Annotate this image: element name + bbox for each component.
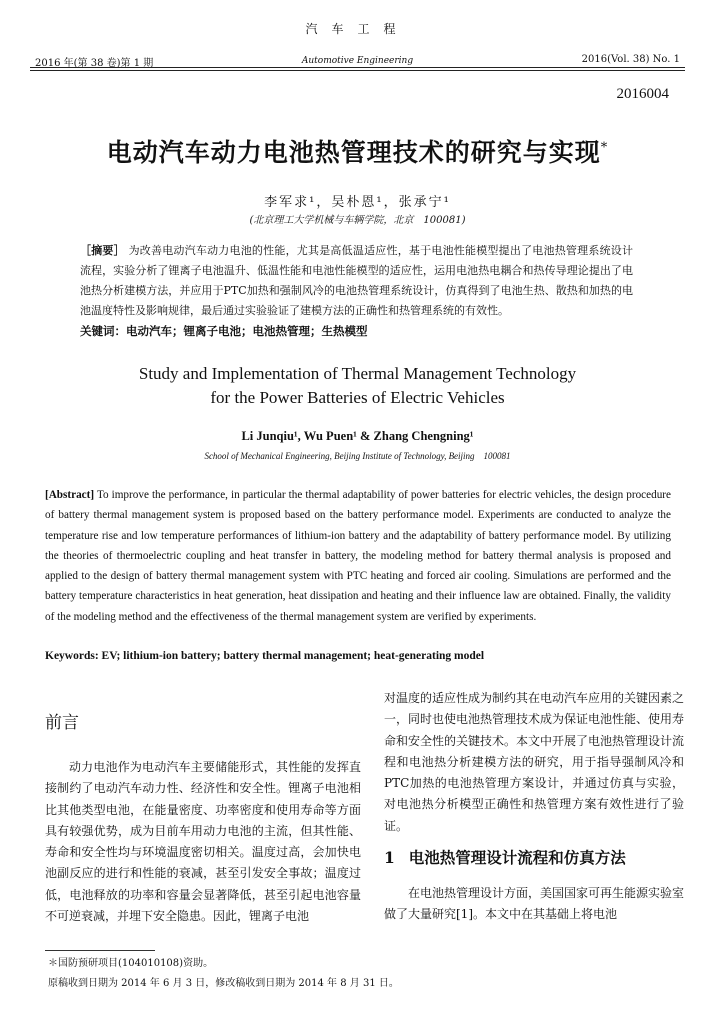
paper-id: 2016004 — [616, 86, 669, 102]
footnote-fund: ＊国防预研项目(104010108)资助。 — [48, 958, 214, 969]
keywords-en: Keywords: EV; lithium-ion battery; battery thermal management; heat-generating model — [45, 650, 485, 662]
footnotes — [48, 954, 675, 994]
authors-cn: 李军求¹，吴朴恩¹，张承宁¹ — [264, 195, 451, 210]
section-1-number: 1 — [384, 848, 395, 868]
abstract-en — [45, 485, 671, 627]
title-text: 电动汽车动力电池热管理技术的研究与实现 — [106, 138, 601, 167]
authors-en: Li Junqiu¹, Wu Puen¹ & Zhang Chengning¹ — [241, 429, 474, 443]
body-column-left — [45, 688, 361, 927]
title-footnote-mark: * — [600, 140, 609, 156]
section-1-paragraph: 在电池热管理设计方面，美国国家可再生能源实验室做了大量研究[1]。本文中在其基础上将电池 — [384, 886, 685, 922]
paper-title-cn — [0, 133, 715, 169]
header-rule — [30, 67, 685, 68]
section-intro-title: 前言 — [45, 713, 79, 733]
header-rule-thin — [30, 70, 685, 71]
issue-info-right: 2016(Vol. 38) No. 1 — [581, 54, 680, 65]
abstract-cn-label: ［摘要］ — [80, 244, 125, 257]
footnote-received: 原稿收到日期为 2014 年 6 月 3 日，修改稿收到日期为 2014 年 8 月 31 日。 — [48, 978, 399, 989]
keywords-cn: 关键词：电动汽车；锂离子电池；电池热管理；生热模型 — [80, 324, 368, 338]
journal-name-cn: 汽车工程 — [305, 22, 410, 36]
affiliation-cn: (北京理工大学机械与车辆学院，北京 100081) — [249, 215, 466, 226]
abstract-en-text: To improve the performance, in particular the thermal adaptability of power batteries for electric vehicles, the design procedure of battery thermal management system is proposed based on the battery performance model. Experiments are conducted to analyze the temperature rise and low temperature performances of lithium-ion battery and the adaptability of battery performance model. By utilizing the theories of thermoelectric coupling and heat transfer in battery, the modeling method for battery thermal analysis is proposed and applied to the design of battery thermal management system with PTC heating and forced air cooling. Simulations are performed and the battery temperature characteristics in heat generation, heat dissipation and heating and their influence law are obtained. Finally, the validity of the modeling method and the effectiveness of the thermal management system are verified by experiments. — [45, 489, 671, 623]
journal-name-en: Automotive Engineering — [301, 56, 414, 66]
abstract-en-label: [Abstract] — [45, 489, 95, 501]
footnote-rule — [45, 950, 155, 951]
title-en-line1: Study and Implementation of Thermal Management Technology — [138, 364, 577, 383]
paper-title-en — [0, 362, 715, 410]
intro-paragraph: 动力电池作为电动汽车主要储能形式，其性能的发挥直接制约了电动汽车动力性、经济性和安全性。锂离子电池相比其他类型电池，在能量密度、功率密度和使用寿命等方面具有较强优势，成为目前车用动力电池的主流，但其性能、寿命和安全性均与环境温度密切相关。温度过高，会加快电池副反应的进行和性能的衰减，甚至引发安全事故；温度过低，电池释放的功率和容量会显著降低，甚至引起电池容量不可逆衰减，并埋下安全隐患。因此，锂离子电池 — [45, 760, 361, 924]
issue-info-left: 2016 年(第 38 卷)第 1 期 — [35, 58, 154, 69]
intro-paragraph-continued: 对温度的适应性成为制约其在电动汽车应用的关键因素之一，同时也使电池热管理技术成为保证电池性能、使用寿命和安全性的关键技术。本文中开展了电池热管理设计流程和电池热分析建模方法的研究，用于指导强制风冷和PTC加热的电池热管理方案设计，并通过仿真与实验，对电池热分析模型正确性和热管理方案有效性进行了验证。 — [384, 691, 685, 833]
body-column-right — [384, 688, 684, 926]
title-en-line2: for the Power Batteries of Electric Vehicles — [210, 388, 505, 407]
abstract-cn — [80, 241, 633, 321]
section-1-title-text: 电池热管理设计流程和仿真方法 — [408, 848, 626, 868]
section-1-title — [384, 847, 684, 869]
abstract-cn-text: 为改善电动汽车动力电池的性能，尤其是高低温适应性，基于电池性能模型提出了电池热管理系统设计流程，实验分析了锂离子电池温升、低温性能和电池性能模型的适应性，运用电池热电耦合和热传导理论提出了电池热分析建模方法，并应用于PTC加热和强制风冷的电池热管理系统设计，仿真得到了电池生热、散热和加热的电池温度特性及影响规律，最后通过实验验证了建模方法的正确性和热管理系统的有效性。 — [80, 244, 634, 317]
affiliation-en: School of Mechanical Engineering, Beijing Institute of Technology, Beijing 100081 — [204, 451, 511, 461]
